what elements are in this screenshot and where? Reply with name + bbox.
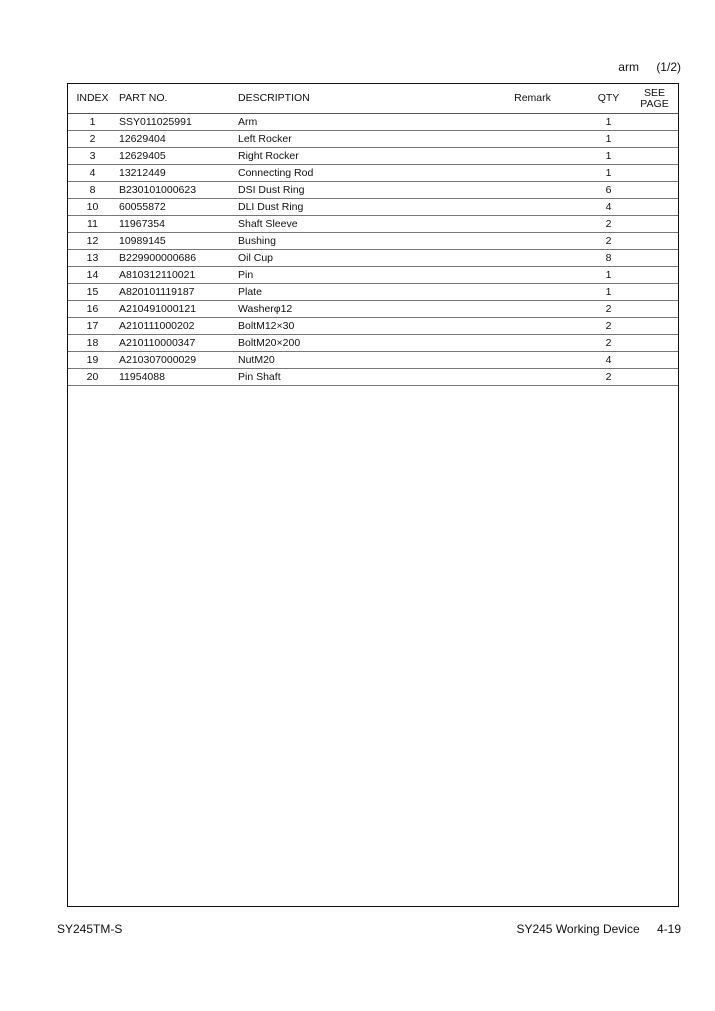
- footer-model: SY245TM-S: [57, 922, 123, 936]
- cell-qty: 2: [586, 216, 631, 233]
- col-header-see-page-line2: PAGE: [640, 97, 669, 110]
- cell-part-no: 12629405: [117, 148, 238, 165]
- cell-description: Bushing: [238, 233, 479, 250]
- cell-qty: 8: [586, 250, 631, 267]
- cell-qty: 1: [586, 165, 631, 182]
- cell-description: Plate: [238, 284, 479, 301]
- cell-description: NutM20: [238, 352, 479, 369]
- table-header-row: [68, 84, 678, 114]
- cell-part-no: B230101000623: [117, 182, 238, 199]
- cell-part-no: B229900000686: [117, 250, 238, 267]
- cell-see-page: [631, 335, 678, 352]
- cell-index: 14: [68, 267, 117, 284]
- cell-index: 3: [68, 148, 117, 165]
- cell-part-no: A210491000121: [117, 301, 238, 318]
- cell-part-no: SSY011025991: [117, 114, 238, 131]
- cell-see-page: [631, 301, 678, 318]
- cell-index: 18: [68, 335, 117, 352]
- table-row: [68, 318, 678, 335]
- cell-part-no: A210111000202: [117, 318, 238, 335]
- col-header-see-page-line1: SEE: [643, 86, 665, 99]
- cell-remark: [479, 148, 586, 165]
- cell-see-page: [631, 182, 678, 199]
- cell-part-no: 11967354: [117, 216, 238, 233]
- cell-description: Oil Cup: [238, 250, 479, 267]
- cell-part-no: A210110000347: [117, 335, 238, 352]
- cell-description: DLI Dust Ring: [238, 199, 479, 216]
- cell-description: Shaft Sleeve: [238, 216, 479, 233]
- cell-description: BoltM20×200: [238, 335, 479, 352]
- table-row: [68, 114, 678, 131]
- cell-index: 15: [68, 284, 117, 301]
- cell-index: 13: [68, 250, 117, 267]
- parts-list-frame: [67, 83, 679, 907]
- table-row: [68, 165, 678, 182]
- parts-table-body: [68, 114, 678, 386]
- cell-qty: 2: [586, 233, 631, 250]
- cell-remark: [479, 352, 586, 369]
- cell-remark: [479, 131, 586, 148]
- cell-qty: 1: [586, 131, 631, 148]
- cell-index: 2: [68, 131, 117, 148]
- cell-remark: [479, 318, 586, 335]
- cell-index: 19: [68, 352, 117, 369]
- cell-qty: 1: [586, 114, 631, 131]
- footer-page-number: 4-19: [656, 922, 681, 936]
- cell-index: 11: [68, 216, 117, 233]
- cell-description: Washerφ12: [238, 301, 479, 318]
- cell-qty: 1: [586, 284, 631, 301]
- cell-remark: [479, 284, 586, 301]
- cell-remark: [479, 233, 586, 250]
- cell-remark: [479, 182, 586, 199]
- table-row: [68, 199, 678, 216]
- cell-description: Right Rocker: [238, 148, 479, 165]
- header-sheet-number: (1/2): [656, 60, 681, 74]
- cell-see-page: [631, 369, 678, 386]
- table-row: [68, 267, 678, 284]
- cell-index: 10: [68, 199, 117, 216]
- table-row: [68, 250, 678, 267]
- table-row: [68, 131, 678, 148]
- cell-see-page: [631, 233, 678, 250]
- cell-part-no: 13212449: [117, 165, 238, 182]
- cell-see-page: [631, 284, 678, 301]
- cell-qty: 4: [586, 352, 631, 369]
- cell-part-no: 11954088: [117, 369, 238, 386]
- cell-description: DSI Dust Ring: [238, 182, 479, 199]
- cell-index: 20: [68, 369, 117, 386]
- cell-remark: [479, 216, 586, 233]
- cell-description: Pin Shaft: [238, 369, 479, 386]
- cell-remark: [479, 250, 586, 267]
- cell-see-page: [631, 165, 678, 182]
- cell-description: BoltM12×30: [238, 318, 479, 335]
- col-header-qty: QTY: [586, 84, 631, 114]
- cell-qty: 1: [586, 267, 631, 284]
- page-footer-right: [516, 922, 681, 936]
- col-header-description: DESCRIPTION: [238, 84, 479, 114]
- table-row: [68, 182, 678, 199]
- cell-part-no: 12629404: [117, 131, 238, 148]
- footer-section-title: SY245 Working Device: [516, 922, 640, 936]
- cell-remark: [479, 199, 586, 216]
- col-header-index: INDEX: [68, 84, 117, 114]
- table-row: [68, 216, 678, 233]
- cell-remark: [479, 301, 586, 318]
- table-row: [68, 148, 678, 165]
- cell-qty: 2: [586, 318, 631, 335]
- cell-description: Connecting Rod: [238, 165, 479, 182]
- header-part-name: arm: [618, 60, 639, 74]
- table-row: [68, 369, 678, 386]
- cell-see-page: [631, 250, 678, 267]
- cell-see-page: [631, 148, 678, 165]
- col-header-part-no: PART NO.: [117, 84, 238, 114]
- cell-index: 16: [68, 301, 117, 318]
- cell-qty: 2: [586, 335, 631, 352]
- table-row: [68, 301, 678, 318]
- cell-index: 17: [68, 318, 117, 335]
- cell-index: 1: [68, 114, 117, 131]
- cell-see-page: [631, 216, 678, 233]
- cell-qty: 2: [586, 301, 631, 318]
- cell-see-page: [631, 131, 678, 148]
- cell-index: 8: [68, 182, 117, 199]
- cell-description: Arm: [238, 114, 479, 131]
- cell-remark: [479, 267, 586, 284]
- cell-index: 12: [68, 233, 117, 250]
- cell-qty: 6: [586, 182, 631, 199]
- cell-remark: [479, 369, 586, 386]
- cell-remark: [479, 114, 586, 131]
- cell-description: Pin: [238, 267, 479, 284]
- cell-qty: 2: [586, 369, 631, 386]
- cell-see-page: [631, 199, 678, 216]
- cell-part-no: A210307000029: [117, 352, 238, 369]
- parts-table: [68, 84, 678, 386]
- cell-qty: 4: [586, 199, 631, 216]
- col-header-see-page: [631, 84, 678, 114]
- table-row: [68, 284, 678, 301]
- table-row: [68, 335, 678, 352]
- cell-see-page: [631, 114, 678, 131]
- cell-part-no: A810312110021: [117, 267, 238, 284]
- cell-see-page: [631, 267, 678, 284]
- table-row: [68, 233, 678, 250]
- cell-index: 4: [68, 165, 117, 182]
- cell-see-page: [631, 352, 678, 369]
- page-header: [618, 60, 681, 74]
- cell-part-no: A820101119187: [117, 284, 238, 301]
- cell-remark: [479, 335, 586, 352]
- cell-description: Left Rocker: [238, 131, 479, 148]
- cell-remark: [479, 165, 586, 182]
- table-row: [68, 352, 678, 369]
- cell-part-no: 60055872: [117, 199, 238, 216]
- col-header-remark: Remark: [479, 84, 586, 114]
- cell-see-page: [631, 318, 678, 335]
- cell-qty: 1: [586, 148, 631, 165]
- cell-part-no: 10989145: [117, 233, 238, 250]
